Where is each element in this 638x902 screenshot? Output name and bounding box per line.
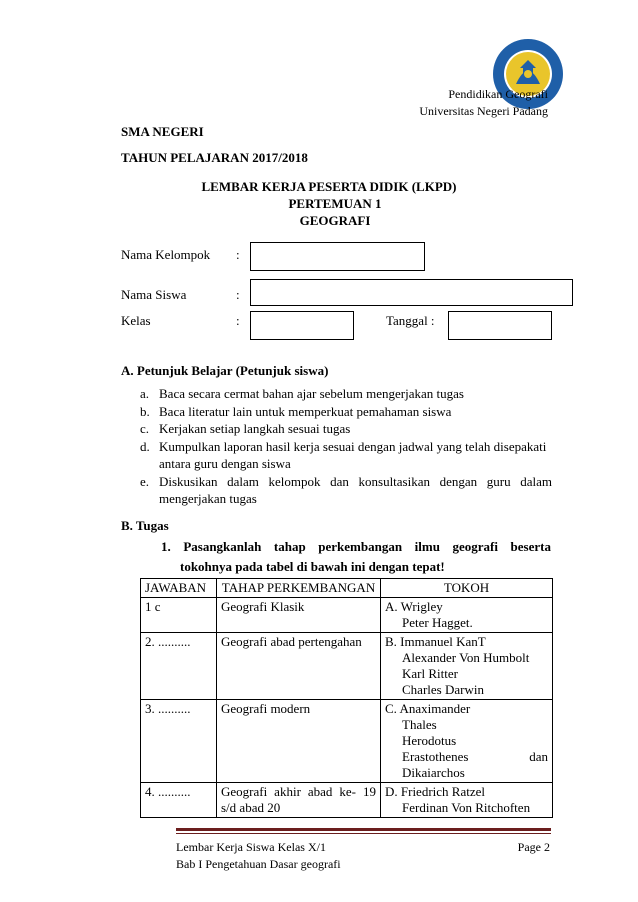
header-univ: Universitas Negeri Padang [419,104,548,118]
label-tanggal: Tanggal : [386,313,435,328]
header-tokoh: TOKOH [381,579,553,598]
header-dept: Pendidikan Geografi [448,87,548,101]
tanggal-field[interactable] [448,311,552,340]
jawaban-cell[interactable]: 4. .......... [141,783,217,818]
kelas-field[interactable] [250,311,354,340]
header-tahap: TAHAP PERKEMBANGAN [217,579,381,598]
tahap-cell: Geografi abad pertengahan [217,633,381,700]
footer-rule [176,828,551,831]
task-table [140,578,553,818]
table-row [141,598,553,633]
jawaban-cell[interactable]: 3. .......... [141,700,217,783]
label-nama-kelompok: Nama Kelompok [121,247,211,262]
colon-kelas: : [236,313,240,328]
instruction-item: d. Kumpulkan laporan hasil kerja sesuai dengan jadwal yang telah disepakati antara guru dengan siswa [140,438,547,471]
instruction-item: c. Kerjakan setiap langkah sesuai tugas [140,421,351,436]
instruction-item: e. Diskusikan dalam kelompok dan konsultasikan dengan guru dalam mengerjakan tugas [140,473,552,506]
label-nama-siswa: Nama Siswa [121,287,187,302]
title-line-2: PERTEMUAN 1 [288,196,382,211]
footer-rule-thin [176,833,551,834]
header-jawaban: JAWABAN [141,579,217,598]
instruction-list [140,385,552,508]
label-kelas: Kelas [121,313,151,328]
footer-line-1: Lembar Kerja Siswa Kelas X/1 [176,840,326,854]
tokoh-cell: A. Wrigley Peter Hagget. [381,598,553,633]
section-a-title: A. Petunjuk Belajar (Petunjuk siswa) [121,363,329,378]
title-line-3: GEOGRAFI [299,213,371,228]
table-header-row [141,579,553,598]
table-row [141,633,553,700]
tokoh-cell: C. Anaximander Thales Herodotus Erastothenes dan Dikaiarchos [381,700,553,783]
nama-siswa-field[interactable] [250,279,573,306]
colon-nama-kelompok: : [236,247,240,262]
tahap-cell: Geografi akhir abad ke- 19 s/d abad 20 [217,783,381,818]
tokoh-cell: B. Immanuel KanT Alexander Von Humbolt Karl Ritter Charles Darwin [381,633,553,700]
section-b-title: B. Tugas [121,518,169,533]
tahap-cell: Geografi modern [217,700,381,783]
table-row [141,700,553,783]
task-line-2: tokohnya pada tabel di bawah ini dengan tepat! [180,559,445,574]
title-line-1: LEMBAR KERJA PESERTA DIDIK (LKPD) [201,179,457,194]
jawaban-cell[interactable]: 1 c [141,598,217,633]
instruction-item: a. Baca secara cermat bahan ajar sebelum mengerjakan tugas [140,386,464,401]
school-name: SMA NEGERI [121,124,204,139]
task-line-1: 1. Pasangkanlah tahap perkembangan ilmu geografi beserta [161,539,551,554]
footer-line-2: Bab I Pengetahuan Dasar geografi [176,857,341,871]
nama-kelompok-field[interactable] [250,242,425,271]
tokoh-cell: D. Friedrich Ratzel Ferdinan Von Ritchoften [381,783,553,818]
instruction-item: b. Baca literatur lain untuk memperkuat pemahaman siswa [140,403,452,419]
colon-nama-siswa: : [236,287,240,302]
school-year: TAHUN PELAJARAN 2017/2018 [121,150,308,165]
tahap-cell: Geografi Klasik [217,598,381,633]
jawaban-cell[interactable]: 2. .......... [141,633,217,700]
table-row [141,783,553,818]
page-number: Page 2 [517,840,550,854]
